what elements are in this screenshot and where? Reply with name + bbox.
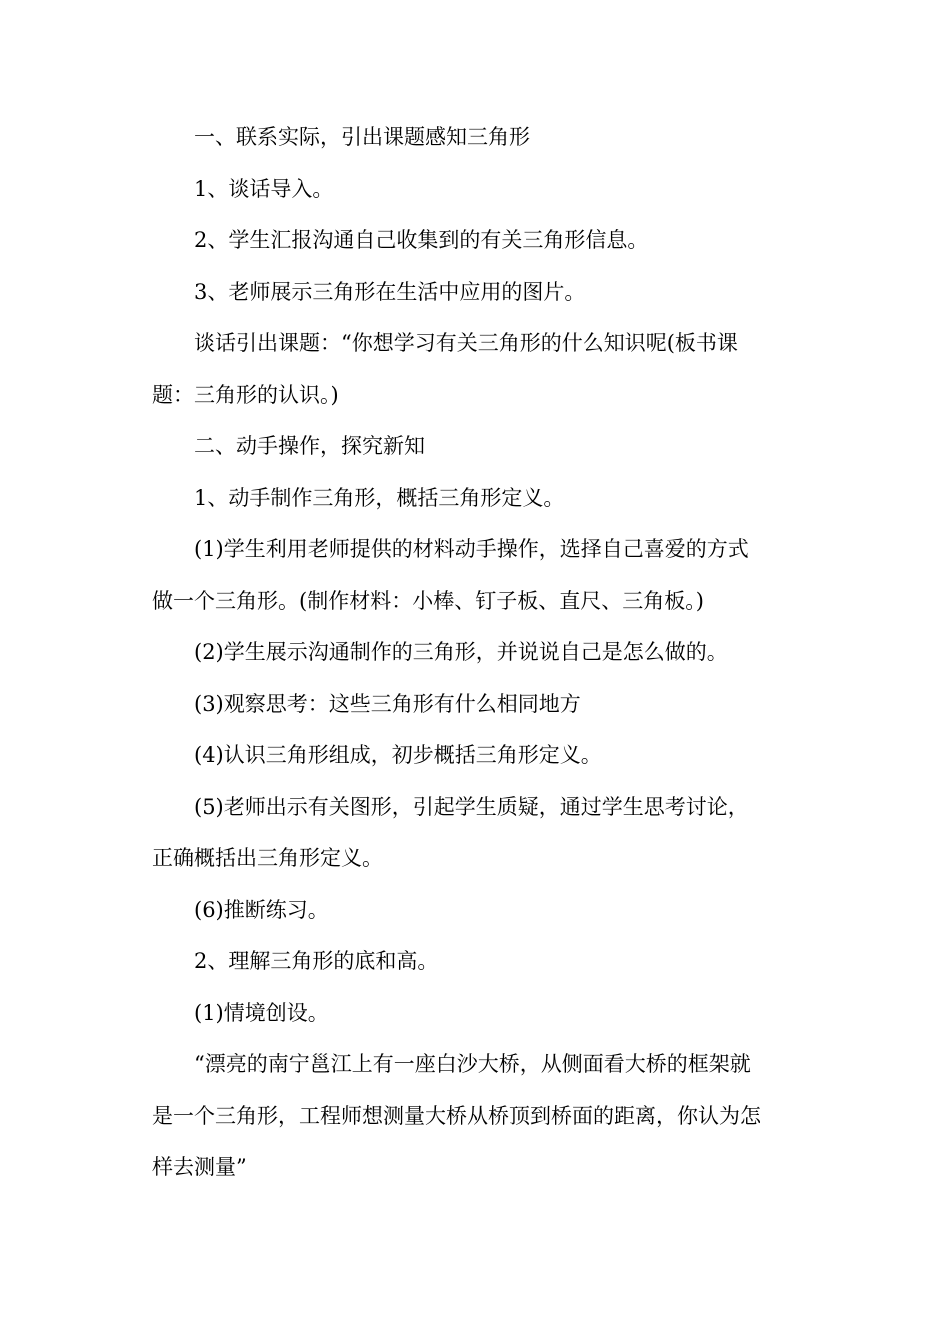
document-body: [152, 112, 802, 1194]
paragraph-line: (1)情境创设。: [194, 1000, 329, 1025]
paragraph-line: 正确概括出三角形定义。: [152, 846, 383, 870]
paragraph-line: 谈话引出课题：“你想学习有关三角形的什么知识呢(板书课: [194, 331, 738, 355]
paragraph-line: 样去测量”: [152, 1155, 247, 1179]
section-heading: 一、联系实际，引出课题感知三角形: [194, 125, 530, 149]
paragraph-line: 2、理解三角形的底和高。: [194, 949, 439, 973]
paragraph-line: 1、动手制作三角形，概括三角形定义。: [194, 485, 565, 510]
paragraph-line: 1、谈话导入。: [194, 176, 334, 201]
paragraph-line: (2)学生展示沟通制作的三角形，并说说自己是怎么做的。: [194, 640, 728, 664]
paragraph-line: (6)推断练习。: [194, 897, 329, 922]
paragraph-line: 2、学生汇报沟通自己收集到的有关三角形信息。: [194, 228, 649, 252]
paragraph-line: “漂亮的南宁邕江上有一座白沙大桥，从侧面看大桥的框架就: [194, 1052, 751, 1076]
paragraph-line: 3、老师展示三角形在生活中应用的图片。: [194, 279, 586, 304]
section-heading: 二、动手操作，探究新知: [194, 434, 425, 458]
paragraph-line: 是一个三角形，工程师想测量大桥从桥顶到桥面的距离，你认为怎: [152, 1103, 761, 1128]
paragraph-line: (1)学生利用老师提供的材料动手操作，选择自己喜爱的方式: [194, 537, 749, 561]
paragraph-line: (3)观察思考：这些三角形有什么相同地方: [194, 691, 581, 716]
paragraph-line: 题：三角形的认识。): [152, 382, 339, 407]
paragraph-line: (5)老师出示有关图形，引起学生质疑，通过学生思考讨论，: [194, 794, 749, 819]
paragraph-line: 做一个三角形。(制作材料：小棒、钉子板、直尺、三角板。): [152, 588, 704, 613]
paragraph-line: (4)认识三角形组成，初步概括三角形定义。: [194, 743, 602, 767]
